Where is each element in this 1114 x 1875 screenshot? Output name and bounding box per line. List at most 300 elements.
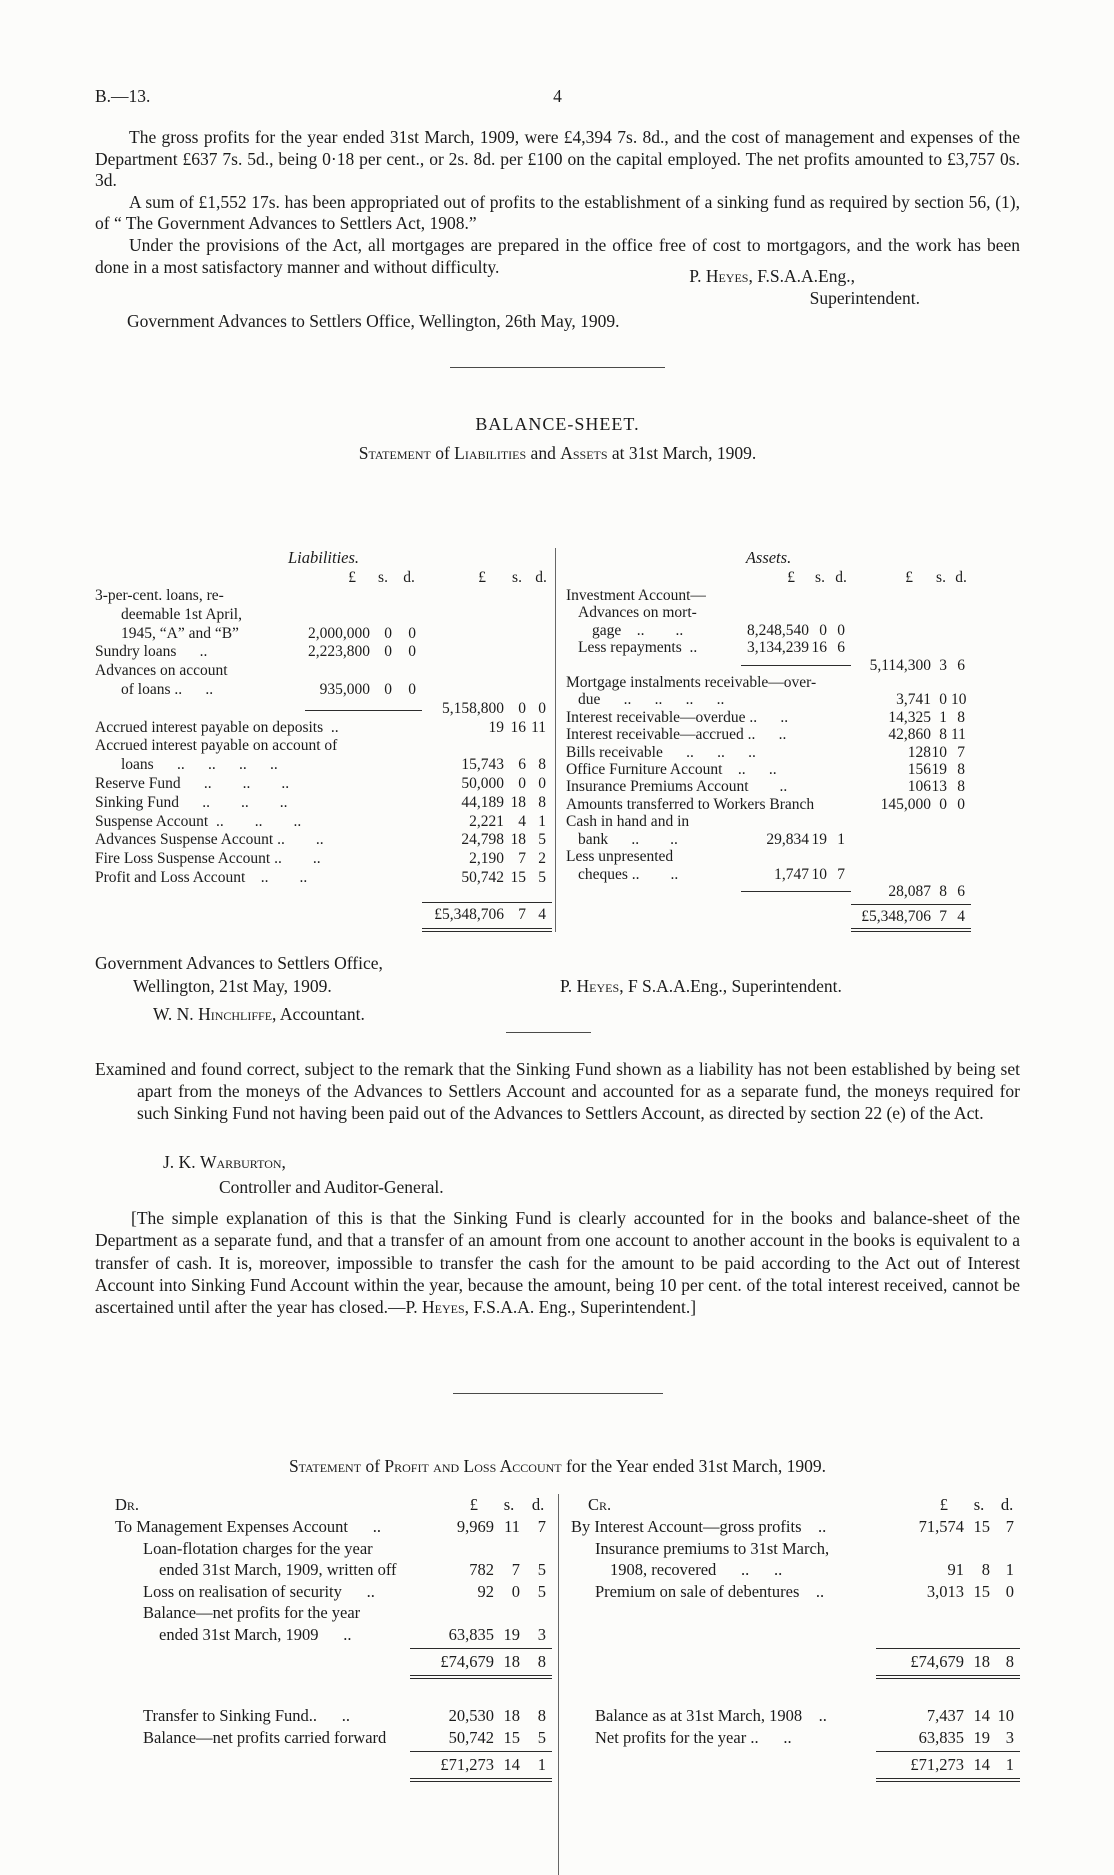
amount-cell: 7	[504, 902, 530, 925]
ledger-label-line: Interest receivable—accrued .. ..	[566, 726, 787, 744]
ledger-row	[566, 796, 1020, 813]
ledger-total	[95, 1751, 552, 1775]
ledger-row	[95, 719, 555, 738]
ledger-label-line: Accrued interest payable on deposits ..	[95, 718, 339, 736]
double-rule-line	[422, 928, 552, 932]
section-divider-rule	[453, 1393, 663, 1394]
attestation-office: Government Advances to Settlers Office,	[95, 953, 383, 973]
amount-cell: 5,114,300	[869, 656, 931, 674]
amount-cell: 0	[1005, 1581, 1014, 1601]
intro-paragraphs	[95, 127, 1020, 278]
col-header-pence: d.	[535, 569, 547, 586]
amount-cell: 15	[973, 1581, 990, 1601]
amount-cell: 782	[469, 1560, 494, 1579]
ledger-label	[566, 674, 851, 709]
ledger-row	[566, 761, 1020, 778]
text-segment: , F.S.A.A.Eng.,	[748, 266, 855, 286]
ledger-label	[95, 662, 295, 700]
amount-cell: 3,013	[926, 1581, 964, 1601]
amount-cell: 3,134,239	[747, 639, 809, 657]
attestation-superintendent	[560, 975, 842, 998]
ledger-row	[95, 775, 555, 794]
amount-cell: £74,679	[876, 1648, 964, 1672]
ledger-total-double-rule	[571, 1675, 1020, 1679]
amount-cell: 2,223,800	[308, 643, 370, 661]
ledger-row	[95, 700, 555, 719]
profit-loss-title	[95, 1456, 1020, 1477]
amount-cell: 1	[939, 708, 947, 726]
amount-cell: 5	[538, 831, 546, 849]
double-rule-line	[851, 928, 971, 932]
col-header-pence: d.	[835, 569, 847, 586]
assets-column-headers	[566, 568, 1020, 587]
amount-cell: 7	[957, 743, 965, 761]
amount-cell: 0	[538, 699, 546, 717]
cr-heading: Cr.	[588, 1495, 612, 1514]
attestation-date: Wellington, 21st May, 1909.	[133, 976, 332, 996]
auditor-signature	[163, 1152, 286, 1173]
amount-cell: 7	[511, 1560, 520, 1579]
amount-cell: 18	[964, 1648, 994, 1672]
text-segment: Profit and Loss Account	[384, 1456, 562, 1476]
col-header-shillings: s.	[973, 1495, 985, 1514]
balance-sheet-table	[95, 548, 1020, 932]
amount-cell: 6	[957, 882, 965, 900]
ledger-row	[95, 587, 555, 643]
amount-cell: 11	[531, 718, 546, 736]
amount-cell: 8	[538, 793, 546, 811]
ledger-label	[566, 639, 731, 656]
ledger-label	[566, 744, 851, 761]
ledger-label	[566, 813, 731, 848]
ledger-label-line: deemable 1st April,	[121, 605, 242, 623]
ledger-label-line: Sinking Fund .. .. ..	[95, 793, 288, 811]
amount-cell: 42,860	[888, 726, 931, 744]
ledger-row	[95, 1581, 552, 1603]
paragraph-gross-profits: The gross profits for the year ended 31st March, 1909, were £4,394 7s. 8d., and the cost of management and expenses of the Department £637 7s. 5d., being 0·18 per cent., or 2s. 8d. per £100 on the capital employed. The net profits amounted to £3,757 0s. 3d.	[95, 127, 1020, 191]
amount-cell: 16	[811, 639, 827, 657]
explanation-note	[95, 1207, 1020, 1318]
signature-superintendent-title: Superintendent.	[809, 288, 920, 308]
page-number: 4	[553, 86, 562, 106]
ledger-label	[566, 848, 731, 883]
amount-cell: 0	[384, 680, 392, 698]
amount-cell: 8	[524, 1648, 552, 1672]
text-segment: J. K.	[163, 1152, 200, 1172]
amount-cell: 63,835	[448, 1624, 494, 1644]
document-header	[95, 86, 1020, 110]
ledger-rows	[95, 587, 555, 888]
amount-cell: 4	[951, 904, 971, 925]
ledger-row	[571, 1581, 1020, 1603]
amount-cell: 44,189	[461, 793, 504, 811]
amount-cell: £74,679	[410, 1648, 494, 1672]
ledger-label	[571, 1727, 876, 1749]
ledger-label-line: Less repayments ..	[578, 639, 698, 657]
ledger-total	[95, 1648, 552, 1672]
pl-section-rows	[95, 1705, 552, 1748]
text-segment: , F.S.A.A. Eng., Superintendent.]	[464, 1297, 697, 1318]
ledger-row	[566, 674, 1020, 709]
credit-column-headers	[571, 1494, 1020, 1516]
profit-loss-table	[95, 1494, 1020, 1875]
text-segment: [The simple explanation of this is that the Sinking Fund is clearly accounted for in the books and balance-sheet of the Department as a separate fund, and that a transfer of an amount from one account to another account in the books is equivalent to a transfer of cash. It is, moreover, impossible to transfer the cash for the amount to be paid according to the Act out of Interest Account into Sinking Fund Account within the year, because the amount, being 10 per cent. of the total interest received, cannot be ascertained until after the year has closed.—P.	[95, 1208, 1020, 1318]
amount-cell: 14	[964, 1751, 994, 1775]
amount-cell: 2,221	[469, 812, 504, 830]
amount-cell: 5	[537, 1727, 546, 1747]
amount-cell: 0	[939, 795, 947, 813]
debit-column	[95, 1494, 558, 1875]
amount-cell: 1	[994, 1751, 1020, 1775]
amount-cell: 1	[837, 830, 845, 848]
amount-cell: 0	[518, 774, 526, 792]
ledger-label	[95, 869, 422, 888]
dr-heading: Dr.	[115, 1495, 140, 1514]
ledger-label	[571, 1581, 876, 1603]
text-segment: Heyes	[422, 1297, 465, 1318]
amount-cell: 19	[973, 1727, 990, 1747]
col-header-pound: £	[469, 1495, 478, 1514]
ledger-total	[571, 1648, 1020, 1672]
ledger-label	[95, 587, 295, 643]
ledger-row	[95, 850, 555, 869]
col-header-pence: d.	[955, 569, 967, 586]
balance-sheet-subtitle	[95, 443, 1020, 464]
ledger-row	[566, 604, 1020, 639]
amount-cell: 2,000,000	[308, 624, 370, 642]
amount-cell: 7	[537, 1517, 546, 1536]
amount-cell: 0	[384, 624, 392, 642]
ledger-total	[566, 904, 1020, 925]
ledger-row	[95, 1538, 552, 1581]
ledger-label-line: Interest receivable—overdue .. ..	[566, 708, 789, 726]
amount-cell: 5	[538, 868, 546, 886]
col-header-shillings: s.	[378, 569, 388, 586]
ledger-row	[95, 662, 555, 700]
pl-section-rows	[95, 1516, 552, 1645]
section-divider-rule	[450, 367, 665, 368]
amount-cell: 0	[939, 691, 947, 709]
text-segment: Heyes	[705, 266, 749, 286]
ledger-label-line: Suspense Account .. .. ..	[95, 812, 302, 830]
ledger-label	[566, 796, 851, 813]
amount-cell: 0	[408, 680, 416, 698]
ledger-label-line: By Interest Account—gross profits ..	[571, 1517, 827, 1536]
ledger-label	[571, 1705, 876, 1727]
text-segment: , F S.A.A.Eng., Superintendent.	[619, 976, 842, 996]
ledger-label	[571, 1516, 876, 1538]
amount-cell: 14,325	[888, 708, 931, 726]
col-header-pence: d.	[403, 569, 415, 586]
ledger-label-line: To Management Expenses Account ..	[115, 1517, 381, 1536]
signature-superintendent-name	[95, 266, 855, 287]
ledger-row	[566, 709, 1020, 726]
amount-cell: £5,348,706	[851, 904, 931, 925]
amount-cell: 13	[931, 778, 947, 796]
amount-cell: 28,087	[888, 882, 931, 900]
col-header-shillings: s.	[512, 569, 522, 586]
office-date-line: Government Advances to Settlers Office, Wellington, 26th May, 1909.	[127, 311, 620, 331]
amount-cell: 50,742	[461, 868, 504, 886]
ledger-label-line: Accrued interest payable on account of	[95, 737, 338, 755]
amount-cell: 156	[907, 761, 931, 779]
text-segment: ,	[281, 1152, 286, 1172]
text-segment: at 31st March, 1909.	[607, 443, 757, 463]
col-header-pound: £	[348, 569, 356, 586]
pl-section-rows	[571, 1705, 1020, 1748]
ledger-label-line: ended 31st March, 1909 ..	[159, 1624, 352, 1644]
ledger-label-line: Bills receivable .. .. ..	[566, 743, 756, 761]
amount-cell: 0	[511, 1581, 520, 1601]
pl-section-rows	[571, 1516, 1020, 1645]
text-segment: , Accountant.	[272, 1004, 365, 1024]
col-header-pound: £	[939, 1495, 948, 1514]
amount-cell: 1	[538, 812, 546, 830]
ledger-label-line: Reserve Fund .. .. ..	[95, 774, 290, 792]
amount-cell: 18	[503, 1706, 520, 1725]
assets-heading: Assets.	[745, 548, 792, 567]
ledger-label-line: Profit and Loss Account .. ..	[95, 868, 308, 886]
ledger-label	[566, 761, 851, 778]
liabilities-column-headers	[95, 568, 555, 587]
amount-cell: 50,742	[448, 1727, 494, 1747]
attestation-block	[95, 952, 1020, 1026]
ledger-label	[95, 813, 422, 832]
assets-column	[555, 548, 1020, 932]
amount-cell: 106	[907, 778, 931, 796]
ledger-row	[95, 1705, 552, 1727]
ledger-total-double-rule	[566, 928, 1020, 932]
amount-cell: 6	[837, 639, 845, 657]
ledger-label	[566, 587, 851, 604]
amount-cell: 91	[947, 1560, 964, 1579]
text-segment: Hinchliffe	[198, 1004, 273, 1024]
amount-cell: 3	[939, 656, 947, 674]
amount-cell: 3	[1005, 1727, 1014, 1747]
ledger-row	[95, 831, 555, 850]
ledger-row	[571, 1538, 1020, 1581]
ledger-row	[566, 587, 1020, 604]
text-segment: of	[361, 1456, 385, 1476]
text-segment: Statement	[288, 1456, 362, 1476]
amount-cell: 10	[811, 865, 827, 883]
ledger-label	[566, 778, 851, 795]
ledger-row	[566, 657, 1020, 674]
double-rule-line	[876, 1778, 1020, 1782]
amount-cell: 3	[537, 1624, 546, 1644]
amount-cell: 8	[939, 882, 947, 900]
amount-cell: 10	[951, 691, 967, 709]
ledger-label	[95, 1516, 410, 1538]
ledger-label	[566, 726, 851, 743]
ledger-label-line: Mortgage instalments receivable—over-	[566, 674, 817, 692]
ledger-row	[566, 726, 1020, 743]
amount-cell: 7	[931, 904, 951, 925]
amount-cell: 4	[530, 902, 552, 925]
col-header-shillings: s.	[503, 1495, 515, 1514]
amount-cell: 16	[510, 718, 526, 736]
col-header-pound: £	[478, 569, 486, 586]
ledger-total-double-rule	[95, 928, 555, 932]
amount-cell: 128	[907, 743, 931, 761]
amount-cell: 18	[494, 1648, 524, 1672]
col-header-pound: £	[905, 569, 913, 586]
amount-cell: 8	[537, 1706, 546, 1725]
ledger-label	[95, 1602, 410, 1645]
amount-cell: 8	[538, 756, 546, 774]
amount-cell: 7	[837, 865, 845, 883]
ledger-row	[566, 744, 1020, 761]
amount-cell: 4	[518, 812, 526, 830]
amount-cell: 2,190	[469, 850, 504, 868]
ledger-row	[566, 883, 1020, 900]
amount-cell: 8	[994, 1648, 1020, 1672]
amount-cell: 5	[537, 1560, 546, 1579]
ledger-label-line: due .. .. .. ..	[578, 691, 725, 709]
amount-cell: 10	[931, 743, 947, 761]
liabilities-column	[95, 548, 555, 932]
amount-cell: 8	[939, 726, 947, 744]
paragraph-mortgages: Under the provisions of the Act, all mortgages are prepared in the office free of cost to mortgagors, and the work has been done in a most satisfactory manner and without difficulty.	[95, 234, 1020, 277]
col-header-pence: d.	[1000, 1495, 1014, 1514]
ledger-label-line: gage .. ..	[592, 621, 684, 639]
amount-cell: 6	[518, 756, 526, 774]
text-segment: Statement	[358, 443, 431, 463]
ledger-label-line: Investment Account—	[566, 587, 706, 604]
ledger-label	[95, 831, 422, 850]
amount-cell: 935,000	[319, 680, 370, 698]
ledger-label-line: Advances Suspense Account .. ..	[95, 831, 324, 849]
amount-cell: 0	[957, 795, 965, 813]
amount-cell: 2	[538, 850, 546, 868]
amount-cell: 8,248,540	[747, 621, 809, 639]
amount-cell: 19	[811, 830, 827, 848]
amount-cell: 0	[837, 621, 845, 639]
ledger-label	[95, 1581, 410, 1603]
amount-cell: 20,530	[448, 1706, 494, 1725]
ledger-label-line: Transfer to Sinking Fund.. ..	[143, 1706, 351, 1725]
ledger-label-line: Insurance Premiums Account ..	[566, 778, 788, 796]
credit-column	[558, 1494, 1020, 1875]
ledger-label-line: Less unpresented	[566, 848, 674, 866]
ledger-label	[95, 1705, 410, 1727]
attestation-date-line	[95, 975, 1020, 998]
ledger-row	[95, 794, 555, 813]
amount-cell: 145,000	[880, 795, 931, 813]
ledger-label-line: loans .. .. .. ..	[121, 756, 278, 774]
ledger-row	[95, 737, 555, 775]
amount-cell: £5,348,706	[422, 902, 504, 925]
ledger-label-line: Advances on account	[95, 662, 228, 680]
text-segment: Heyes	[576, 976, 620, 996]
text-segment: for the Year ended 31st March, 1909.	[561, 1456, 827, 1476]
ledger-label-line: Loss on realisation of security ..	[143, 1581, 375, 1601]
amount-cell: 11	[951, 726, 966, 744]
ledger-row	[566, 639, 1020, 656]
amount-cell: 71,574	[918, 1517, 964, 1536]
ledger-total-double-rule	[95, 1778, 552, 1782]
ledger-label-line: Insurance premiums to 31st March,	[595, 1538, 830, 1558]
short-divider-rule	[506, 1032, 591, 1033]
ledger-label-line: Sundry loans ..	[95, 643, 208, 661]
ledger-row	[566, 778, 1020, 795]
amount-cell: 14	[494, 1751, 524, 1775]
amount-cell: 8	[957, 761, 965, 779]
ledger-row	[95, 643, 555, 662]
amount-cell: 8	[957, 778, 965, 796]
subtotal-rule	[741, 890, 851, 892]
ledger-label	[95, 1727, 410, 1749]
text-segment: Liabilities	[454, 443, 527, 463]
ledger-label-line: Premium on sale of debentures ..	[595, 1581, 825, 1601]
amount-cell: 50,000	[461, 774, 504, 792]
ledger-label-line: Office Furniture Account .. ..	[566, 761, 777, 779]
ledger-row	[571, 1516, 1020, 1538]
amount-cell: 24,798	[461, 831, 504, 849]
ledger-label-line: Fire Loss Suspense Account .. ..	[95, 850, 321, 868]
ledger-label-line: of loans .. ..	[121, 680, 214, 698]
amount-cell: 7	[1005, 1517, 1014, 1536]
ledger-label-line: Balance—net profits for the year	[143, 1603, 361, 1622]
amount-cell: 3,741	[896, 691, 931, 709]
ledger-row	[95, 1602, 552, 1645]
amount-cell: 15	[973, 1517, 990, 1536]
text-segment: W. N.	[153, 1004, 199, 1024]
ledger-rows	[566, 587, 1020, 900]
ledger-label-line: Advances on mort-	[578, 604, 697, 622]
col-header-shillings: s.	[936, 569, 946, 586]
text-segment: of	[430, 443, 455, 463]
amount-cell: 0	[538, 774, 546, 792]
ledger-label-line: Amounts transferred to Workers Branch	[566, 795, 815, 813]
ledger-label-line: 3-per-cent. loans, re-	[95, 587, 224, 604]
amount-cell: 15,743	[461, 756, 504, 774]
subtotal-rule	[305, 709, 422, 711]
ledger-label	[566, 709, 851, 726]
ledger-label	[95, 850, 422, 869]
ledger-row	[571, 1705, 1020, 1727]
amount-cell: 19	[931, 761, 947, 779]
debit-column-headers	[95, 1494, 552, 1516]
ledger-label	[566, 604, 731, 639]
ledger-label-line: cheques .. ..	[578, 865, 679, 883]
ledger-label-line: Balance as at 31st March, 1908 ..	[595, 1706, 827, 1725]
ledger-label	[95, 775, 422, 794]
amount-cell: 5	[537, 1581, 546, 1601]
ledger-row	[566, 848, 1020, 883]
amount-cell: 0	[384, 643, 392, 661]
amount-cell: 7	[518, 850, 526, 868]
ledger-label-line: Loan-flotation charges for the year	[143, 1538, 373, 1558]
amount-cell: 19	[488, 718, 504, 736]
amount-cell: 18	[510, 831, 526, 849]
amount-cell: 15	[503, 1727, 520, 1747]
text-segment: Warburton	[199, 1152, 282, 1172]
ledger-label-line: Cash in hand and in	[566, 813, 690, 831]
attestation-accountant	[95, 1003, 1020, 1026]
amount-cell: £71,273	[876, 1751, 964, 1775]
amount-cell: 0	[408, 624, 416, 642]
liabilities-heading: Liabilities.	[287, 548, 360, 567]
amount-cell: 29,834	[766, 830, 809, 848]
amount-cell: 15	[510, 868, 526, 886]
amount-cell: 1	[1005, 1560, 1014, 1579]
ledger-label-line: ended 31st March, 1909, written off	[159, 1560, 397, 1579]
ledger-label	[95, 794, 422, 813]
text-segment: Assets	[560, 443, 608, 463]
amount-cell: 5,158,800	[442, 699, 504, 717]
amount-cell: 1	[524, 1751, 552, 1775]
